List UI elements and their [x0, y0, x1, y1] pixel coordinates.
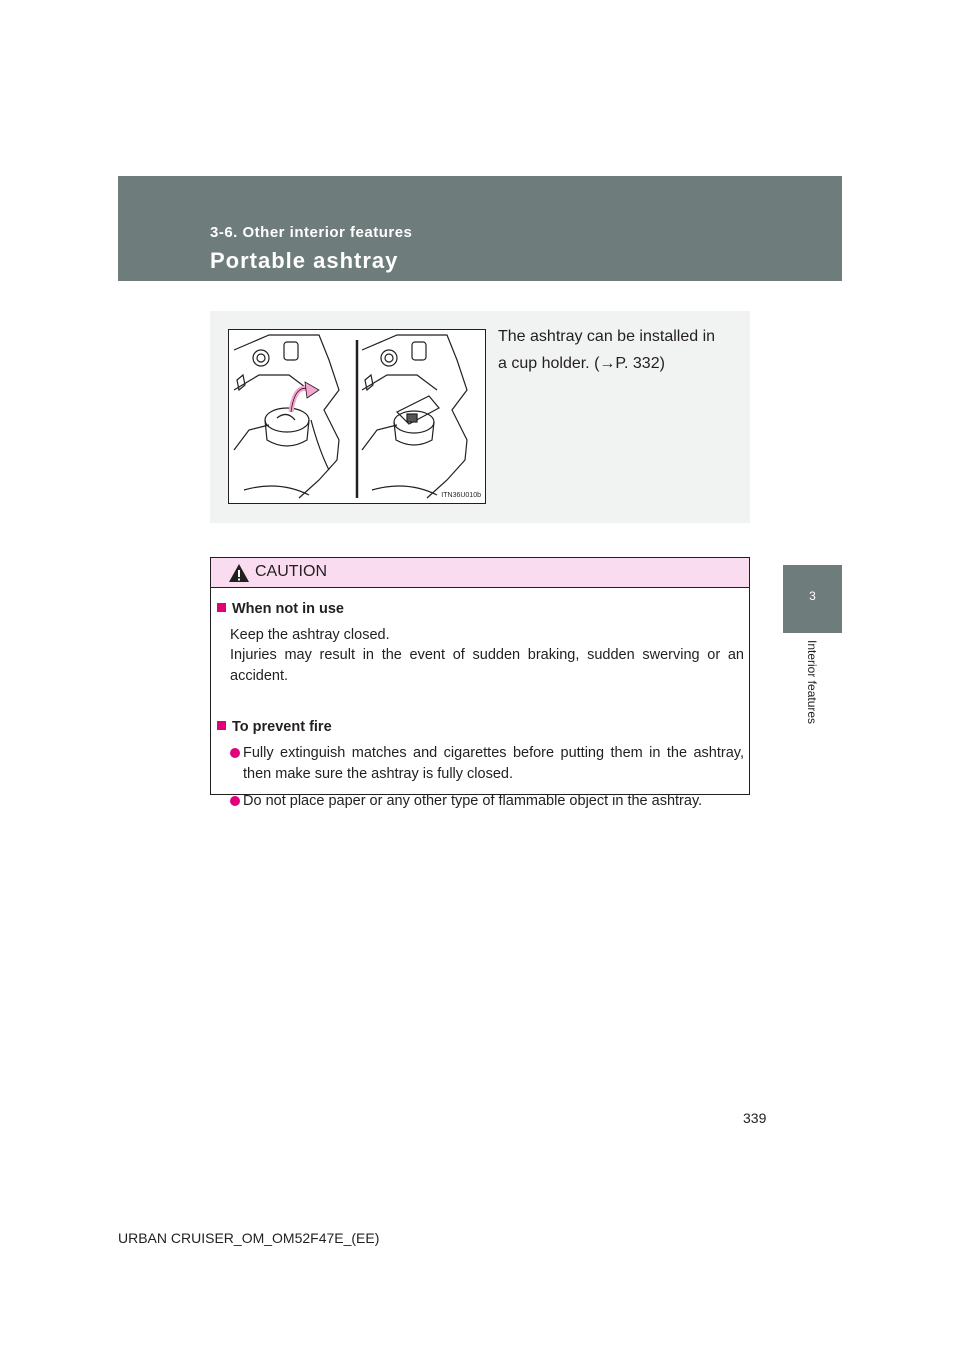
chapter-label: Interior features — [804, 640, 819, 725]
square-bullet-icon — [217, 721, 226, 730]
info-text-line2: a cup holder. (→P. 332) — [498, 355, 665, 372]
caution-bullet — [230, 743, 744, 785]
ashtray-illustration — [228, 329, 486, 504]
square-bullet-icon — [217, 603, 226, 612]
warning-icon — [228, 563, 250, 583]
caution-paragraph: Injuries may result in the event of sudden braking, sudden swerving or an accident. — [230, 647, 744, 684]
ashtray-drawing — [229, 330, 485, 503]
section-label: 3-6. Other interior features — [210, 224, 413, 241]
page-title: Portable ashtray — [210, 248, 399, 273]
caution-heading-2 — [217, 717, 332, 738]
chapter-number: 3 — [809, 589, 816, 603]
heading-text: To prevent fire — [232, 719, 332, 735]
caution-heading-1 — [217, 599, 344, 620]
footer-text: URBAN CRUISER_OM_OM52F47E_(EE) — [118, 1230, 380, 1246]
bullet-text: Fully extinguish matches and cigarettes before putting them in the ashtray, then make sure the ashtray is fully closed. — [243, 745, 744, 782]
caution-box — [210, 557, 750, 809]
page-header — [118, 176, 842, 281]
chapter-label-wrap — [783, 640, 842, 750]
info-box — [210, 311, 750, 523]
bullet-text: Do not place paper or any other type of flammable object in the ashtray. — [243, 793, 703, 809]
chapter-tab — [783, 565, 842, 633]
bullet-dot-icon — [230, 748, 240, 758]
info-text-line1: The ashtray can be installed in — [498, 328, 716, 345]
illustration-code: ITN36U010b — [441, 492, 481, 499]
caution-paragraph: Keep the ashtray closed. — [230, 627, 390, 643]
page-number: 339 — [743, 1110, 767, 1126]
caution-bullet — [230, 791, 744, 812]
caution-header — [211, 558, 749, 588]
bullet-dot-icon — [230, 796, 240, 806]
caution-label: CAUTION — [255, 563, 327, 580]
heading-text: When not in use — [232, 601, 344, 617]
info-text — [498, 323, 743, 377]
